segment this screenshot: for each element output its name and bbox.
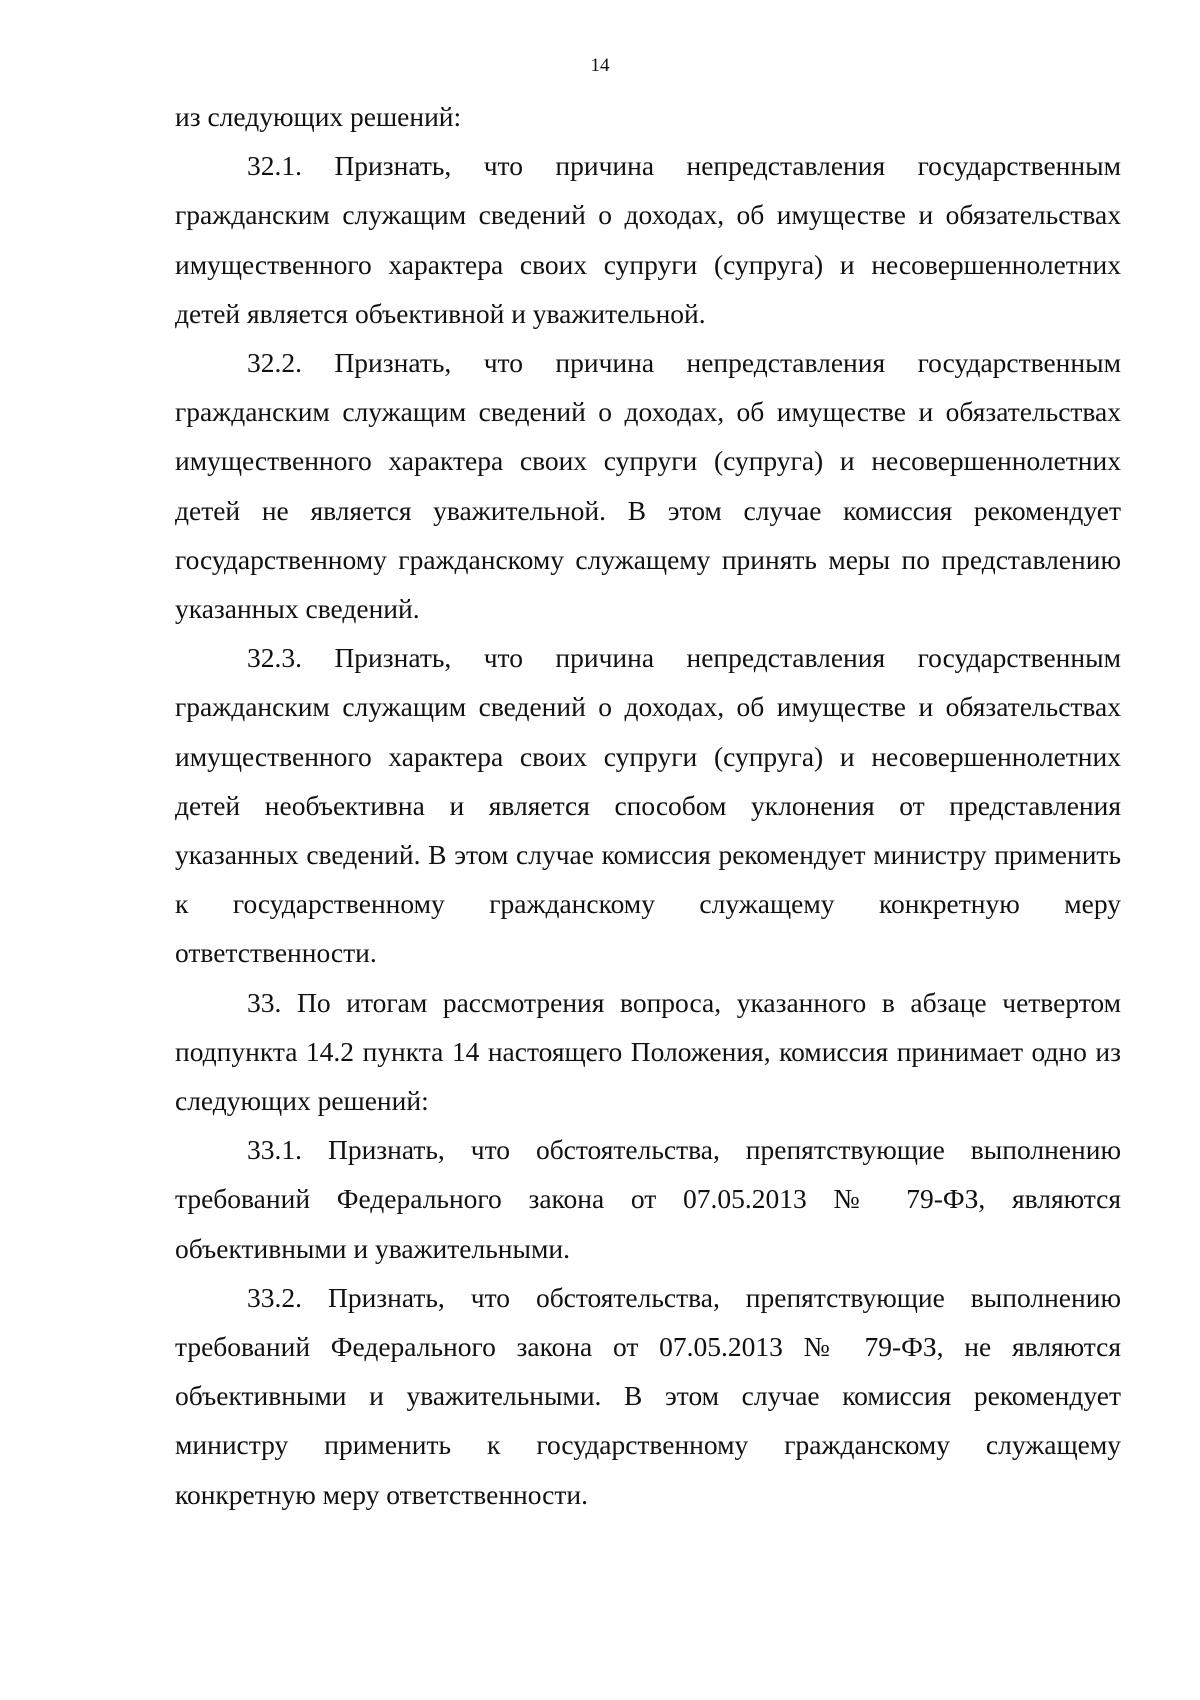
document-body <box>175 92 1121 1519</box>
paragraph-32-2: 32.2. Признать, что причина непредставления государственным гражданским служащим сведений о доходах, об имуществе и обязательствах имущественного характера своих супруги (супруга) и несовершеннолетних детей не является уважительной. В этом случае комиссия рекомендует государственному гражданскому служащему принять меры по представлению указанных сведений. <box>175 347 1121 625</box>
paragraph-33-2: 33.2. Признать, что обстоятельства, препятствующие выполнению требований Федерального закона от 07.05.2013 № 79-ФЗ, не являются объективными и уважительными. В этом случае комиссия рекомендует министру применить к государственному гражданскому служащему конкретную меру ответственности. <box>175 1281 1121 1510</box>
page-number: 14 <box>590 55 610 76</box>
paragraph-32-3: 32.3. Признать, что причина непредставления государственным гражданским служащим сведений о доходах, об имуществе и обязательствах имущественного характера своих супруги (супруга) и несовершеннолетних детей необъективна и является способом уклонения от представления указанных сведений. В этом случае комиссия рекомендует министру применить к государственному гражданскому служащему конкретную меру ответственности. <box>175 642 1121 969</box>
paragraph-32-1: 32.1. Признать, что причина непредставления государственным гражданским служащим сведений о доходах, об имуществе и обязательствах имущественного характера своих супруги (супруга) и несовершеннолетних детей является объективной и уважительной. <box>175 150 1121 329</box>
paragraph-continuation: из следующих решений: <box>175 101 462 132</box>
paragraph-33-1: 33.1. Признать, что обстоятельства, препятствующие выполнению требований Федерального закона от 07.05.2013 № 79-ФЗ, являются объективными и уважительными. <box>175 1134 1121 1264</box>
paragraph-33: 33. По итогам рассмотрения вопроса, указанного в абзаце четвертом подпункта 14.2 пункта 14 настоящего Положения, комиссия принимает одно из следующих решений: <box>175 986 1121 1117</box>
